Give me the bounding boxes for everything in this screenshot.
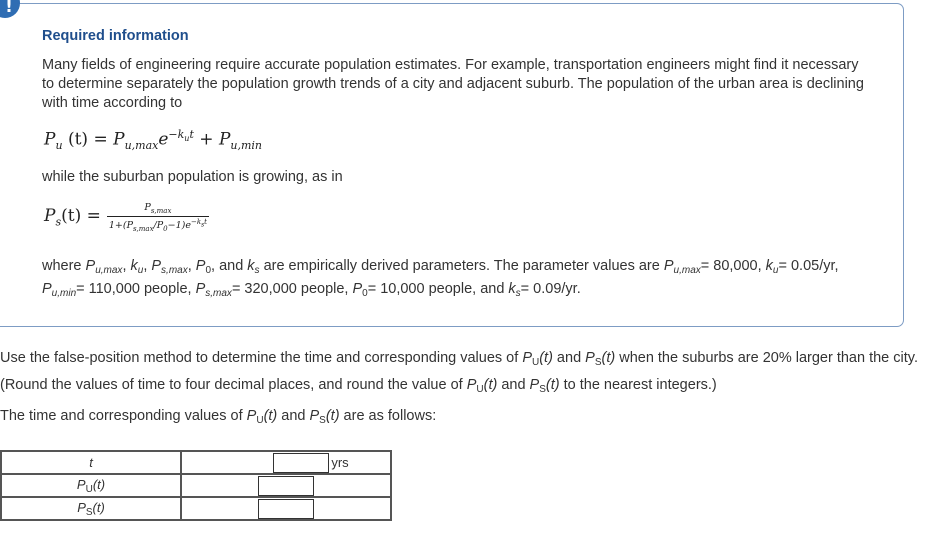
table-row [1,451,391,474]
time-answer-cell [181,451,391,474]
equation-fraction: $\frac{P_{s,max}}{1+(P_{s,max}/P_0-1)e^{-k_st}}$ [108,202,207,233]
suburban-population-equation: $P_s(t)$ = $\frac{P_{s,max}}{1+(P_{s,max}/P_0-1)e^{-k_st}}$ [44,202,207,233]
question-text: Use the false-position method to determine the time and corresponding values of $P_U(t)$ and $P_S(t)$ when the suburbs are 20% larger than the city. (Round the values of time to four decimal places, and round the value of $P_U(t)$ and $P_S(t)$ to the nearest integers.) [0,350,918,395]
table-row [1,497,391,520]
required-info-title: Required information [42,28,189,44]
answer-table [0,450,392,521]
parameter-values-paragraph: where $P_{u,max}$, $k_u$, $P_{s,max}$, $P_0$, and $k_s$ are empirically derived parameters. The parameter values are $P_{u,max}= 80,000$, $k_u= 0.05/yr$, $P_{u,min}= 110,000$ people, $P_{s,max}= 320,000$ people, $P_0= 10,000$ people, and $k_s= 0.09/yr$. [42,258,839,299]
alert-icon: ! [0,0,20,18]
row-label-suburban-population: $P_S(t)$ [1,497,181,520]
urban-population-input[interactable] [258,476,314,496]
row-label-time: t [1,451,181,474]
urban-population-equation: $P_u$ $(t) = P_{u,max}e^{-k_ut} + P_{u,min}$ [44,128,263,153]
urban-population-answer-cell [181,474,391,497]
time-input[interactable] [273,453,329,473]
intro-paragraph: Many fields of engineering require accurate population estimates. For example, transportation engineers might find it necessary to determine separately the population growth trends of a city and adjacent suburb. The population of the urban area is declining with time according to [42,57,864,111]
row-label-urban-population: $P_U(t)$ [1,474,181,497]
suburban-population-input[interactable] [258,499,314,519]
table-row [1,474,391,497]
answer-instructions: The time and corresponding values of $P_U(t)$ and $P_S(t)$ are as follows: [0,408,437,426]
suburban-population-answer-cell [181,497,391,520]
suburban-intro-text: while the suburban population is growing, as in [42,169,343,185]
time-unit-label: yrs [331,455,349,470]
